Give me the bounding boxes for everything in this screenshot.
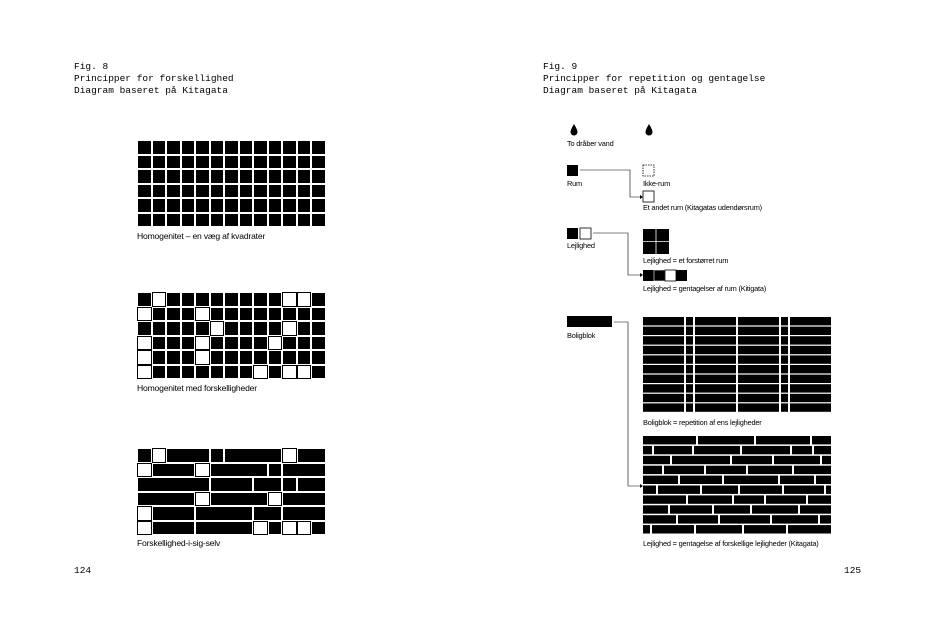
repeated-rooms-row [643, 270, 687, 281]
fig9-number: Fig. 9 [543, 61, 578, 72]
brick [714, 505, 750, 513]
brick [781, 336, 788, 344]
brick [643, 486, 656, 494]
brick [781, 403, 788, 411]
apartment-label: Lejlighed [567, 241, 595, 250]
brick [643, 355, 684, 363]
brick [643, 375, 684, 383]
brick [658, 486, 700, 494]
brick [695, 355, 736, 363]
brick [814, 446, 831, 454]
page-number-left: 124 [74, 565, 92, 576]
brick [686, 327, 693, 335]
brick [738, 346, 779, 354]
brick [781, 375, 788, 383]
brick [732, 456, 772, 464]
fig9-title: Principper for repetition og gentagelse [543, 73, 766, 84]
homogeneity-caption: Homogenitet – en væg af kvadrater [137, 231, 266, 241]
brick [695, 365, 736, 373]
brick [738, 317, 779, 325]
apartment-varied-label: Lejlighed = gentagelse af forskellige lejligheder (Kitagata) [643, 539, 819, 548]
brick [643, 336, 684, 344]
brick [781, 384, 788, 392]
arrow-icon-2 [640, 273, 643, 277]
brick [686, 355, 693, 363]
apartment-connector [593, 233, 640, 275]
block-repetition-label: Boligblok = repetition af ens lejligheder [643, 418, 762, 427]
brick [678, 515, 718, 523]
brick [734, 495, 764, 503]
non-room-square [643, 165, 654, 176]
page-number-right: 125 [844, 565, 862, 576]
room-connector [580, 170, 640, 197]
brick [790, 365, 831, 373]
apartment-square-white [580, 228, 591, 239]
brick [790, 317, 831, 325]
brick [652, 525, 694, 533]
brick [808, 495, 831, 503]
brick [816, 476, 831, 484]
brick [643, 346, 684, 354]
brick [738, 355, 779, 363]
block-connector [614, 322, 640, 486]
brick [781, 355, 788, 363]
enlarged-room-block [643, 229, 669, 254]
brick [738, 394, 779, 402]
brick [702, 486, 738, 494]
brick [794, 466, 831, 474]
brick [740, 486, 782, 494]
brick [686, 403, 693, 411]
brick [780, 476, 814, 484]
fig8-number: Fig. 8 [74, 61, 109, 72]
brick [822, 456, 831, 464]
water-drop-icon-2 [646, 124, 653, 136]
brick [812, 436, 831, 444]
water-drop-icon [571, 124, 578, 136]
block-bar [567, 316, 612, 327]
brick [790, 346, 831, 354]
brick [706, 466, 746, 474]
brick [643, 456, 670, 464]
brick [738, 403, 779, 411]
brick [756, 436, 810, 444]
brick [781, 365, 788, 373]
brick [643, 394, 684, 402]
brick [744, 525, 786, 533]
brick [826, 486, 831, 494]
brick [766, 495, 806, 503]
brick [686, 365, 693, 373]
brick [790, 394, 831, 402]
brick [781, 327, 788, 335]
brick [720, 515, 770, 523]
brick [724, 476, 778, 484]
brick [672, 456, 730, 464]
brick [643, 495, 686, 503]
brick [800, 505, 831, 513]
brick [643, 327, 684, 335]
brick [738, 365, 779, 373]
brick [742, 446, 790, 454]
brick [790, 336, 831, 344]
brick [686, 346, 693, 354]
block-repetition-graphic [643, 317, 831, 412]
brick [686, 384, 693, 392]
brick [790, 355, 831, 363]
enlarged-room-label: Lejlighed = et forstørret rum [643, 256, 729, 265]
fig8-title: Principper for forskellighed [74, 73, 234, 84]
two-drops-label: To dråber vand [567, 139, 614, 148]
brick [643, 317, 684, 325]
brick [696, 525, 742, 533]
brick [695, 403, 736, 411]
brick [643, 403, 684, 411]
repeated-rooms-label: Lejlighed = gentagelser af rum (Kitigata) [643, 284, 767, 293]
brick [686, 336, 693, 344]
room-square [567, 165, 578, 176]
brick [781, 346, 788, 354]
brick [781, 317, 788, 325]
brick [643, 466, 662, 474]
brick [643, 515, 676, 523]
brick [695, 336, 736, 344]
brick [790, 384, 831, 392]
brick [772, 515, 818, 523]
brick [695, 327, 736, 335]
brick [654, 446, 692, 454]
block-varied-graphic [643, 436, 831, 534]
brick [788, 525, 831, 533]
brick [686, 375, 693, 383]
brick [738, 375, 779, 383]
brick [790, 375, 831, 383]
brick [738, 336, 779, 344]
brick [790, 327, 831, 335]
room-label: Rum [567, 179, 583, 188]
fig9-subtitle: Diagram baseret på Kitagata [543, 85, 697, 96]
brick [781, 394, 788, 402]
brick [686, 317, 693, 325]
brick [643, 436, 696, 444]
arrow-icon [640, 195, 643, 199]
brick [748, 466, 792, 474]
brick [752, 505, 798, 513]
brick [643, 476, 678, 484]
brick [695, 346, 736, 354]
brick [695, 394, 736, 402]
brick [643, 365, 684, 373]
brick [686, 394, 693, 402]
brick [643, 525, 650, 533]
brick [790, 403, 831, 411]
brick [695, 317, 736, 325]
brick [643, 505, 668, 513]
brick [643, 446, 652, 454]
fig8-subtitle: Diagram baseret på Kitagata [74, 85, 228, 96]
other-room-label: Et andet rum (Kitagatas udendørsrum) [643, 203, 762, 212]
difference-in-itself-caption: Forskellighed-i-sig-selv [137, 538, 221, 548]
arrow-icon-3 [640, 484, 643, 488]
brick [664, 466, 704, 474]
brick [670, 505, 712, 513]
brick [792, 446, 812, 454]
brick [680, 476, 722, 484]
brick [738, 327, 779, 335]
brick [820, 515, 831, 523]
homogeneity-differences-caption: Homogenitet med forskelligheder [137, 383, 257, 393]
brick [698, 436, 754, 444]
brick [694, 446, 740, 454]
brick [688, 495, 732, 503]
block-label: Boligblok [567, 331, 596, 340]
brick [643, 384, 684, 392]
brick [784, 486, 824, 494]
brick [738, 384, 779, 392]
brick [695, 375, 736, 383]
non-room-label: Ikke-rum [643, 179, 671, 188]
apartment-square-black [567, 228, 578, 239]
other-room-square [643, 191, 654, 202]
brick [695, 384, 736, 392]
brick [774, 456, 820, 464]
